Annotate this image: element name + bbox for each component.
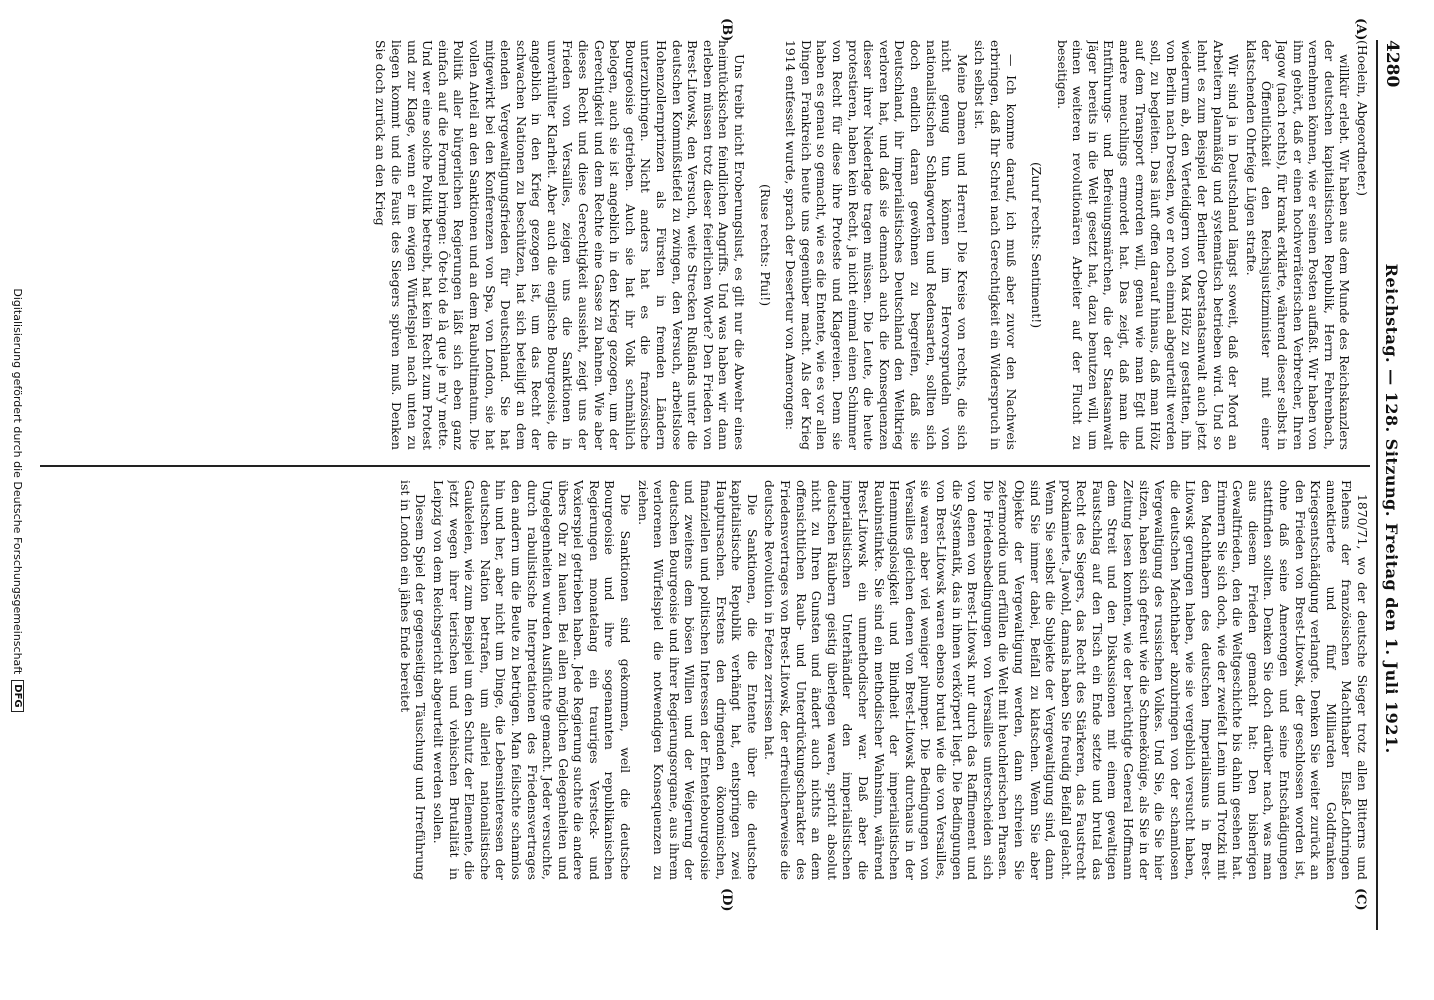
paragraph: Wir sind ja in Deutschland längst soweit, daß der Mord an Arbeitern planmäßig und systematisch betrieben wird. Und so lehnt es zum Beispiel der Berliner Oberstaatsanwalt auch jetzt wiederum ab, den Verteidigern von Max Hölz zu gestatten, ihn von Berlin nach Dresden, wo er noch einmal abgeurteilt werden soll, zu begleiten. Das läuft offen darauf hinaus, daß man Hölz auf dem Transport ermorden will, genau wie man Eglt und andere meuchlings ermordet hat. Das zeigt, daß man die Entführungs- und Befreiungsmärchen, die der Staatsanwalt Jäger bereits in die Welt gesetzt hat, dazu benutzen will, um einen weiteren revolutionären Arbeiter auf der Flucht zu beseitigen. [1054, 40, 1242, 450]
left-column [40, 40, 1370, 450]
margin-letter-a: (A) [1353, 18, 1368, 41]
paragraph: Die Sanktionen, die die Entente über die deutsche kapitalistische Republik verhängt hat, entspringen zwei Hauptursachen. Erstens den dringenden ökonomischen, finanziellen und politischen Interessen der Ententebourgeoisie und zweitens dem bösen Willen und der Weigerung der deutschen Bourgeoisie und ihrer Regierungsorgane, aus ihrem verlorenen Würfelspiel die notwendigen Konsequenzen zu ziehen. [635, 480, 760, 880]
paragraph: Diesem Spiel der gegenseitigen Täuschung und Irreführung ist in London ein jähes Ende bereitet [397, 480, 429, 880]
page-footer [6, 0, 30, 1000]
paragraph: — Ich komme darauf, ich muß aber zuvor den Nachweis erbringen, daß Ihr Schrei nach Gerechtigkeit ein Widerspruch in sich selbst ist. [972, 40, 1019, 450]
right-column [40, 480, 1370, 880]
paragraph: Uns treibt nicht Eroberungslust, es gilt nur die Abwehr eines heimtückischen feindlichen Angriffs. Und was haben wir dann erleben müssen trotz dieser feierlichen Worte? Den Frieden von Brest-Litowsk, den Versuch, weite Strecken Rußlands unter die deutschen Kommißstiefel zu zwingen, den Versuch, arbeitslose Hohenzollernprinzen als Fürsten in fremden Ländern unterzubringen. Nicht anders hat es die französische Bourgeoisie getrieben. Auch sie hat ihr Volk schmählich belogen, auch sie ist angeblich in den Krieg gezogen, um der Gerechtigkeit und dem Rechte eine Gasse zu bahnen. Wie aber dieses Recht und diese Gerechtigkeit aussieht, zeigt uns der Frieden von Versailles, zeigen uns die Sanktionen in unverhüllter Klarheit. Aber auch die englische Bourgeoisie, die angeblich in den Krieg gezogen ist, um das Recht der schwachen Nationen zu beschützen, hat sich beteiligt an dem elenden Vergewaltigungsfrieden für Deutschland. Sie hat mitgewirkt bei den Konferenzen von Spa, von London, sie hat vollen Anteil an den Sanktionen und an dem Raubultimatum. Die Politik aller bürgerlichen Regierungen läßt sich eben ganz einfach auf die Formel bringen: Ôte-toi de là que je m'y mette. Und wer eine solche Politik betreibt, hat kein Recht zum Protest und zur Klage, wenn er im ewigen Würfelspiel nach unten zu liegen kommt und die Faust des Siegers spüren muß. Denken Sie doch zurück an den Krieg [373, 40, 748, 450]
margin-letter-b: (B) [719, 18, 734, 42]
column-divider [40, 465, 1370, 467]
footer-credit: Digitalisierung gefördert durch die Deutsche Forschungsgemeinschaft [11, 288, 25, 675]
page-number: 4280 [1382, 40, 1402, 88]
margin-letter-d: (D) [719, 888, 734, 912]
paragraph: willkür erlebt. Wir haben aus dem Munde des Reichskanzlers der deutschen kapitalistischen Republik, Herrn Fehrenbach, vernehmen können, wie er seinen Posten auffaßt. Wir haben von ihm gehört, daß er einen hochverräterischen Verbrecher, Ihren Jagow (nach rechts), für krank erklärte, während dieser selbst in der Öffentlichkeit den Reichsjustizminister mit einer klatschenden Ohrfeige Lügen strafte. [1243, 40, 1353, 450]
interjection: (Ruse rechts: Pfui!) [757, 183, 773, 307]
page-header [1376, 40, 1406, 930]
paragraph: 1870/71, wo der deutsche Sieger trotz allen Bitterns und Flehens der französischen Machthaber Elsaß-Lothringen annektierte und fünf Milliarden Goldfranken Kriegsentschädigung verlangte. Denken Sie weiter zurück an den Frieden von Brest-Litowsk, der geschlossen worden ist, ohne daß seine Amerongen und seine Entschädigungen stattfinden sollten. Denken Sie doch darüber nach, was man aus diesem Frieden gemacht hat: Den bisherigen Gewaltfrieden, den die Weltgeschichte bis dahin gesehen hat. Erinnern Sie sich doch, wie der zweifelt Lenin und Trotzki mit den Machthabern des deutschen Imperialismus in Brest-Litowsk gerungen haben, wie sie vergeblich versucht haben, die deutschen Machthaber abzubringen von der schamlosen Vergewaltigung des russischen Volkes. Und Sie, die Sie hier sitzen, haben sich gefreut wie die Schneekönige, als Sie in der Zeitung lesen konnten, wie der berüchtigte General Hoffmann dem Streit und den Diskussionen mit einem gewaltigen Faustschlag auf den Tisch ein Ende setzte und brutal das Recht des Siegers, das Recht des Stärkeren, das Faustrecht proklamierte. Jawohl, damals haben Sie freudig Beifall gelacht. Wenn Sie selbst die Subjekte der Vergewaltigung sind, dann sind Sie immer dabei, Beifall zu klatschen. Wenn Sie aber Objekte der Vergewaltigung werden, dann schreien Sie zetermordio und erfüllen die Welt mit heuchlerischen Phrasen. Die Friedensbedingungen von Versailles unterscheiden sich von denen von Brest-Litowsk nur durch das Raffinement und die Systematik, das in ihnen verkörpert liegt. Die Bedingungen von Brest-Litowsk waren ebenso brutal wie die von Versailles, sie waren aber viel weniger plumper. Die Bedingungen von Versailles gleichen denen von Brest-Litowsk durchaus in der Hemmungslosigkeit und Blindheit der imperialistischen Raubinstinkte. Sie sind ein methodischer Wahnsinn, während Brest-Litowsk ein unmethodischer war. Daß aber die imperialistischen Unterhändler den imperialistischen deutschen Räubern geistig überlegen waren, spricht absolut nicht zu Ihren Gunsten und ändert auch nichts an dem offensichtlichen Raub- und Unterdrückungscharakter des Friedensvertrages von Brest-Litowsk, der erfreulicherweise die deutsche Revolution in Fetzen zerrissen hat. [762, 480, 1370, 880]
dfg-logo: DFG [12, 680, 25, 711]
interjection: (Zuruf rechts: Sentiment!) [1029, 161, 1045, 329]
paragraph: Die Sanktionen sind gekommen, weil die deutsche Bourgeoisie und ihre sogenannten republikanischen Regierungen monatelang ein trauriges Versteck- und Vexierspiel getrieben haben. Jede Regierung suchte die andere übers Ohr zu hauen. Bei allen möglichen Gelegenheiten und Ungelegenheiten wurden Ausflüchte gemacht. Jeder versuchte, durch rabulistische Interpretationen des Friedensvertrages den andern um die Beute zu betrügen. Man feilschte schamlos hin und her, aber nicht um Dinge, die Lebensinteressen der deutschen Nation betrafen, um allerlei nationalistische Gaukeleien, wie zum Beispiel um den Schutz der Elemente, die jetzt wegen ihrer tierischen und viehischen Brutalität in Leipzig von dem Reichsgericht abgeurteilt werden sollen. [430, 480, 634, 880]
margin-letter-c: (C) [1353, 888, 1368, 911]
paragraph: Meine Damen und Herren! Die Kreise von rechts, die sich nicht genug tun können im Hervorsprudeln von nationalistischen Schlagworten und Redensarten, sollten sich doch endlich daran gewöhnen zu begreifen, daß sie Deutschland, ihr imperialistisches Deutschland den Weltkrieg verloren hat, und daß sie demnach auch die Konsequenzen dieser ihrer Niederlage tragen müssen. Die Leute, die heute protestieren, haben kein Recht, ja nicht einmal einen Schimmer von Recht für diese ihre Proteste und Klagereien. Denn sie haben es genau so gemacht, wie es die Entente, wie es vor allen Dingen Frankreich heute uns gegenüber macht. Als der Krieg 1914 entfesselt wurde, sprach der Deserteur von Amerongen: [783, 40, 970, 450]
page-title: Reichstag. — 128. Sitzung. Freitag den 1. Juli 1921. [1382, 263, 1402, 754]
speaker-note: (Hoelein, Abgeordneter.) [1355, 40, 1370, 196]
